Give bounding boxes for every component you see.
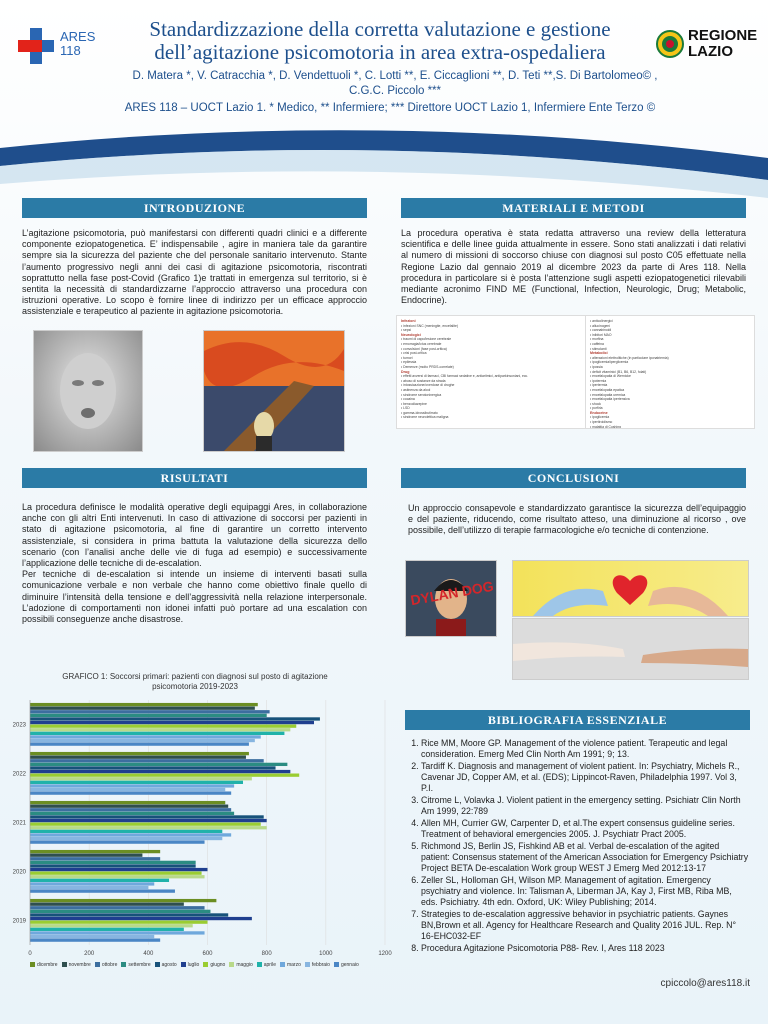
table-item: • infezioni SNC (meningite, encefalite) (401, 323, 458, 328)
scream-painting-image (203, 330, 345, 452)
table-item: • shock (590, 401, 601, 406)
find-me-table-right (585, 315, 755, 429)
chart-bar (30, 805, 228, 808)
chart-bar (30, 899, 216, 902)
chart-bar (30, 889, 175, 892)
table-item: • crisi post-critica (401, 351, 427, 356)
chart-bar (30, 791, 231, 794)
chart-bar (30, 732, 284, 735)
chart-bar (30, 759, 264, 762)
bibliografia-header: BIBLIOGRAFIA ESSENZIALE (405, 710, 750, 730)
chart-category-label: 2023 (12, 722, 26, 729)
hands-heart-image (512, 560, 749, 617)
legend-swatch (181, 962, 186, 967)
chart-title-line-1: GRAFICO 1: Soccorsi primari: pazienti con diagnosi sul posto di agitazione (62, 672, 328, 681)
legend-entry (155, 962, 177, 968)
chart-bar (30, 861, 196, 864)
chart-bar (30, 826, 267, 829)
chart-bar (30, 777, 252, 780)
materiali-text: La procedura operativa è stata redatta attraverso una review della letteratura scientifica e delle linee guida attualmente in essere. Sono stati analizzati i dati relativi al numero di missioni di soccorso chiuse con diagnosi sul posto C05 effettuate nella Regione Lazio dal gennaio 2019 al dicembre 2023 da parte di Ares 118. Nella procedura in particolare si è posta l’attenzione sugli aspetti eziopatogenetici rilevabili mediante acronimo FIND ME (Functional, Infection, Neurologic, Drug; Metabolic, Endocrine). (401, 228, 746, 306)
relief-face-image (33, 330, 143, 452)
table-item: • benzodiazepine (401, 401, 427, 406)
authors (95, 69, 695, 99)
chart-bar (30, 774, 299, 777)
legend-entry (305, 962, 330, 968)
dylan-dog-text: DYLAN DOG (409, 577, 495, 609)
chart-bar (30, 788, 225, 791)
legend-entry (280, 962, 301, 968)
chart-grafico-1 (5, 695, 395, 975)
bibliografia-list (405, 738, 750, 955)
legend-swatch (280, 962, 285, 967)
legend-entry (229, 962, 252, 968)
table-item: • convulsioni (fase post-critica) (401, 346, 447, 351)
regione-text: REGIONE (688, 27, 758, 44)
introduzione-text: L’agitazione psicomotoria, può manifestarsi con differenti quadri clinici e a differente componente eziopatogenetica. E’ indispensabile , agire in maniera tale da garantire sempre sia la sicurezza del paziente che del personale sanitario intervenuto. Stante l’aumento progressivo negli anni dei casi di agitazione psicomotoria, riscontrati soprattutto nella fase post-Covid (Grafico 1)e trattati in emergenza sul territorio, si è sentita la necessità di standardizzarne l’approccio attraverso una procedura con istruzioni operative. Lo scopo è fornire linee di indirizzo per un efficace approccio assistenziale e terapeutico al paziente in agitazione psicomotoria. (22, 228, 367, 317)
table-item: • porfiria (590, 406, 603, 411)
table-item: • ipotermia (590, 378, 607, 383)
table-item: • ipossia (590, 364, 603, 369)
chart-x-tick-label: 1200 (378, 951, 392, 957)
chart-title (40, 672, 350, 692)
chart-legend (30, 962, 370, 968)
table-item: • Demenze (molto PRDS-correlate) (401, 364, 454, 369)
lazio-emblem-icon (656, 30, 684, 58)
table-item: • gamma-idrossibutirrato (401, 410, 438, 415)
regione-lazio-logo (656, 26, 766, 66)
table-item: • ipertiroidismo (590, 420, 613, 425)
chart-category-label: 2020 (12, 869, 26, 876)
chart-bar (30, 837, 222, 840)
bibliography-item: 7. Strategies to de-escalation aggressive behavior in psychiatric patients. Gaynes BN,Brown et all. Agency for Healthcare Research and Quality 2016 JUL. Rep. N° 16-EHC032-EF (421, 909, 750, 942)
chart-bar (30, 864, 196, 867)
chart-bar (30, 823, 261, 826)
table-item: • emorragia/ictus cerebrale (401, 341, 442, 346)
table-item: • cocaina (401, 397, 415, 402)
chart-bar (30, 906, 205, 909)
authors-line-2: C.G.C. Piccolo *** (348, 85, 442, 97)
legend-label: settembre (128, 962, 151, 968)
table-item: • sepsi (401, 328, 412, 333)
legend-label: febbraio (311, 962, 330, 968)
bibliography-item: 5. Richmond JS, Berlin JS, Fishkind AB et al. Verbal de-escalation of the agited patient: Consensus statement of the American Association for Emergency Psichiatry Project BETA De-escalation Work group WEST J Emerg Med 2012:13-17 (421, 841, 750, 874)
table-item: • ipoglicemia/iperglicemia (590, 360, 629, 365)
chart-bar (30, 812, 234, 815)
chart-bar (30, 801, 225, 804)
table-item: • encefalopatia ipertensiva (590, 397, 630, 402)
introduzione-header: INTRODUZIONE (22, 198, 367, 218)
legend-swatch (95, 962, 100, 967)
table-item: • stimolanti (590, 346, 607, 351)
materiali-header: MATERIALI E METODI (401, 198, 746, 218)
chart-bar (30, 815, 264, 818)
bibliography-item: 4. Allen MH, Currier GW, Carpenter D, et al.The expert consensus guideline series. Treatment of behavioral emergencies 2005. J. Psychiatr Pract 2005. (421, 818, 750, 840)
chart-bar (30, 742, 249, 745)
chart-bar (30, 808, 231, 811)
legend-swatch (121, 962, 126, 967)
legend-entry (30, 962, 58, 968)
table-item: • deficit vitaminici (B1, B6, B12, folati) (590, 369, 647, 374)
legend-swatch (334, 962, 339, 967)
chart-bar (30, 763, 287, 766)
legend-swatch (257, 962, 262, 967)
bibliography-item: 2. Tardiff K. Diagnosis and management of violent patient. In: Psychiatry, Michels R., Cavenar JD, Copper AM, et al. (EDS); Lippincot-Raven, Philadelphia 1997. Vol 3, P.I. (421, 761, 750, 794)
legend-entry (95, 962, 118, 968)
table-item: • allucinogeni (590, 323, 611, 328)
chart-bar (30, 714, 267, 717)
table-item: • encefalopatia di Wernicke (590, 374, 631, 379)
chart-bar (30, 756, 246, 759)
chart-bar (30, 840, 205, 843)
table-item: • cannabinoidi (590, 328, 612, 333)
chart-bar (30, 739, 255, 742)
chart-bar (30, 868, 208, 871)
table-item: • astinenza da alcol (401, 387, 431, 392)
legend-label: gennaio (340, 962, 359, 968)
chart-bar (30, 872, 202, 875)
table-item: • traumi di capo/lesione cerebrale (401, 337, 452, 342)
chart-bar (30, 770, 290, 773)
chart-category-label: 2022 (12, 771, 26, 778)
table-item: • caffeina (590, 341, 604, 346)
bibliography-item: 6. Zeller SL, Holloman GH, Wilson MP. Management of agitation. Emergency psychiatry and violence. In: Talisman A, Liberman JA, Kay J, First MB, Riba MB, eds. Psichiatry. 4th edn. Oxford, UK: Wiley Publishing; 2014. (421, 875, 750, 908)
risultati-paragraph-2: Per tecniche di de-escalation si intende un insieme di interventi basati sulla comunicazione verbale e non verbale che hanno come obiettivo finale quello di diminuire l’intensità della tensione e dell’aggressività nella relazione interpersonale. L’adozione di comportamenti non idonei infatti può portare ad una escalation con possibili conseguenze anche disastrose. (22, 569, 367, 625)
table-group-title: Drug (401, 369, 410, 374)
chart-x-tick-label: 200 (84, 951, 95, 957)
chart-bar (30, 875, 205, 878)
chart-bar (30, 721, 314, 724)
chart-bar (30, 833, 231, 836)
table-item: • inibitori MAO (590, 332, 612, 337)
conclusioni-header: CONCLUSIONI (401, 468, 746, 488)
chart-bar (30, 879, 169, 882)
chart-bar (30, 728, 290, 731)
chart-x-tick-label: 0 (28, 951, 32, 957)
legend-label: luglio (187, 962, 200, 968)
legend-label: agosto (161, 962, 177, 968)
chart-bar (30, 819, 267, 822)
reaching-hands-image (512, 618, 749, 680)
table-group-title: Infezioni (401, 319, 416, 323)
table-group-title: Endocrine (590, 410, 608, 415)
legend-swatch (62, 962, 67, 967)
lazio-text: LAZIO (688, 43, 733, 60)
ares-cross-icon (18, 28, 54, 64)
chart-x-tick-label: 800 (261, 951, 272, 957)
legend-label: novembre (68, 962, 91, 968)
chart-bar (30, 766, 276, 769)
chart-category-label: 2021 (12, 820, 26, 827)
chart-bar (30, 903, 184, 906)
ares-logo (18, 28, 108, 68)
table-item: • LSD (401, 406, 410, 411)
table-item: • ipertermia (590, 383, 608, 388)
chart-category-label: 2019 (12, 918, 26, 925)
table-item: • intossicazione/overdose di droghe (401, 383, 455, 388)
table-item: • sindrome serotoninergica (401, 392, 442, 397)
legend-entry (203, 962, 225, 968)
chart-bar (30, 931, 205, 934)
chart-bar (30, 850, 160, 853)
authors-line-1: D. Matera *, V. Catracchia *, D. Vendettuoli *, C. Lotti **, E. Ciccaglioni **, D. Teti **,S. Di Bartolomeo© , (132, 70, 658, 82)
table-item: • anticolinergici (590, 319, 613, 323)
chart-x-tick-label: 1000 (319, 951, 333, 957)
title-line-2: dell’agitazione psicomotoria in area extra-ospedaliera (154, 40, 606, 64)
header-swoosh (0, 118, 768, 198)
chart-bar (30, 725, 296, 728)
poster-title (110, 18, 650, 64)
chart-title-line-2: psicomotoria 2019-2023 (152, 682, 238, 691)
table-group-title: Neurologici (401, 332, 421, 337)
chart-bar (30, 910, 210, 913)
chart-bar (30, 921, 208, 924)
chart-bar (30, 935, 154, 938)
chart-bar (30, 752, 249, 755)
table-item: • encefalopatia epatica (590, 387, 625, 392)
bibliography-item: 8. Procedura Agitazione Psicomotoria P88- Rev. I, Ares 118 2023 (421, 943, 750, 954)
legend-entry (62, 962, 91, 968)
table-group-title: Metabolici (590, 351, 608, 356)
legend-entry (181, 962, 200, 968)
risultati-paragraph-1: La procedura definisce le modalità operative degli equipaggi Ares, in collaborazione anche con gli altri Enti intervenuti. In caso di attivazione di soccorsi per pazienti in stato di agitazione psicomotoria, al fine di garantire un corretto intervento assistenziale, si considera in prima battuta la valutazione della sicurezza dello scenario (con l’analisi anche delle vie di fuga ad esempio) e successivamente l’applicazione delle tecniche di de-escalation. (22, 502, 367, 569)
bibliography-item: 3. Citrome L, Volavka J. Violent patient in the emergency setting. Psichiatr Clin North Am 1999, 22:789 (421, 795, 750, 817)
chart-bar (30, 703, 258, 706)
legend-entry (257, 962, 276, 968)
legend-label: ottobre (101, 962, 118, 968)
contact-email[interactable]: cpiccolo@ares118.it (660, 978, 750, 989)
table-item: • encefalopatia uremica (590, 392, 626, 397)
chart-bar (30, 928, 184, 931)
legend-label: giugno (210, 962, 226, 968)
chart-bar (30, 917, 252, 920)
conclusioni-text: Un approccio consapevole e standardizzato garantisce la sicurezza dell’equipaggio e del paziente, riducendo, come risultato atteso, una diminuzione al ricorso , ove possibile, dell’utilizzo di terapie farmacologiche e/o tecniche di contenzione. (408, 503, 746, 536)
chart-bar (30, 924, 193, 927)
chart-bar (30, 882, 154, 885)
table-item: • ipoglicemia (590, 415, 610, 420)
legend-label: dicembre (37, 962, 58, 968)
legend-swatch (229, 962, 234, 967)
chart-bar (30, 717, 320, 720)
table-item: • effetti avversi di farmaci, CBI farmaci sedative e, antiaritmici, antiparkinsoniani, ecc. (401, 374, 529, 379)
legend-entry (121, 962, 150, 968)
chart-bar (30, 707, 255, 710)
table-item: • epilessia (401, 360, 417, 365)
chart-bar (30, 857, 160, 860)
chart-x-tick-label: 400 (143, 951, 154, 957)
legend-label: aprile (263, 962, 276, 968)
table-item: • malattia di Cushing (590, 424, 621, 429)
chart-x-tick-label: 600 (202, 951, 213, 957)
legend-label: marzo (286, 962, 301, 968)
chart-bar (30, 854, 142, 857)
find-me-table-left (396, 315, 586, 429)
legend-swatch (305, 962, 310, 967)
bibliography-item: 1. Rice MM, Moore GP. Management of the violence patient. Terapeutic and legal consideration. Emerg Med Clin North Am 1991; 9; 13. (421, 738, 750, 760)
table-item: • tumori (401, 355, 413, 360)
dylan-dog-image (405, 560, 497, 637)
chart-bar (30, 830, 222, 833)
chart-bar (30, 735, 261, 738)
chart-bar (30, 938, 160, 941)
chart-bar (30, 886, 148, 889)
table-item: • abuso di sostanze da strada (401, 378, 446, 383)
chart-bar (30, 913, 228, 916)
risultati-header: RISULTATI (22, 468, 367, 488)
title-line-1: Standardizzazione della corretta valutazione e gestione (149, 17, 611, 41)
legend-entry (334, 962, 359, 968)
legend-swatch (30, 962, 35, 967)
chart-bar (30, 710, 270, 713)
affiliation: ARES 118 – UOCT Lazio 1. * Medico, ** Infermiere; *** Direttore UOCT Lazio 1, Infermiere Ente Terzo © (124, 102, 656, 114)
risultati-text (22, 502, 367, 625)
legend-label: maggio (236, 962, 253, 968)
table-item: • morfina (590, 337, 604, 342)
table-item: • sindrome neurolettica maligna (401, 415, 449, 420)
legend-swatch (155, 962, 160, 967)
chart-bar (30, 781, 243, 784)
legend-swatch (203, 962, 208, 967)
ares-logo-number: 118 (60, 43, 81, 58)
ares-logo-text: ARES (60, 29, 96, 44)
chart-bar (30, 784, 234, 787)
table-item: • alterazioni elettrolitiche (in particolare iponatriemia) (590, 355, 669, 360)
